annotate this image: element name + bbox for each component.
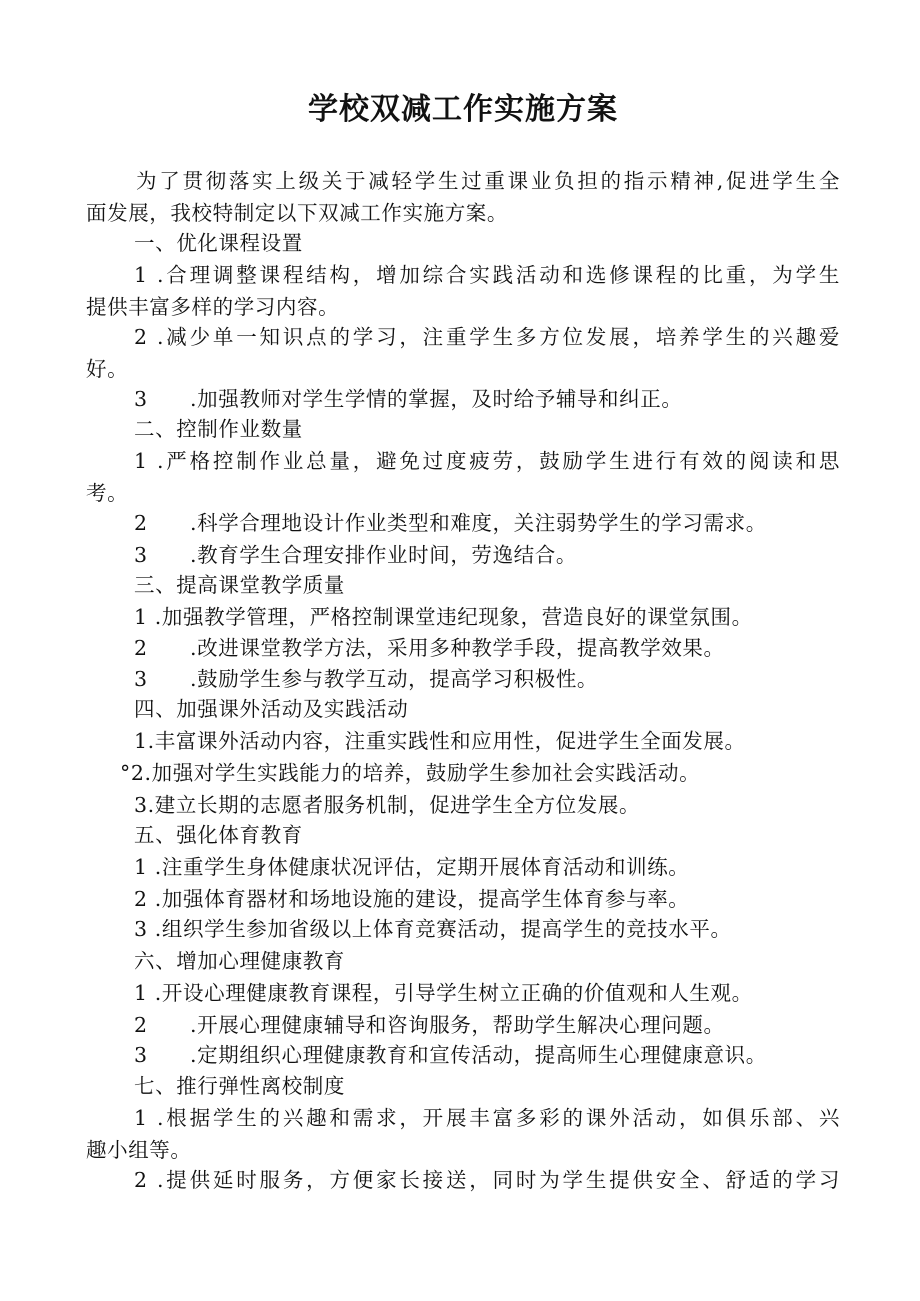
list-item (134, 384, 682, 414)
item-number: 1 (134, 981, 148, 1005)
list-item (134, 978, 753, 1008)
list-item (134, 633, 725, 663)
list-item (134, 602, 753, 632)
item-number: 1 (134, 605, 148, 629)
item-text: 建立长期的志愿者服务机制，促进学生全方位发展。 (154, 793, 641, 817)
item-number: 1 (134, 449, 148, 473)
item-number: 3. (134, 793, 155, 817)
item-number: 3 (134, 667, 148, 691)
list-item (134, 1103, 840, 1133)
item-text: .注重学生身体健康状况评估，定期开展体育活动和训练。 (154, 855, 690, 879)
item-number: 3 (134, 387, 148, 411)
list-item (134, 322, 840, 352)
item-text: .加强教学管理，严格控制课堂违纪现象，营造良好的课堂氛围。 (154, 605, 753, 629)
item-text: .严格控制作业总量，避免过度疲劳，鼓励学生进行有效的阅读和思 (156, 449, 840, 473)
item-text: .根据学生的兴趣和需求，开展丰富多彩的课外活动，如俱乐部、兴 (156, 1106, 840, 1130)
item-text: .组织学生参加省级以上体育竞赛活动，提高学生的竞技水平。 (154, 917, 732, 941)
list-item (134, 540, 577, 570)
section-heading: 五、强化体育教育 (134, 823, 303, 847)
document-title: 学校双减工作实施方案 (308, 92, 618, 127)
list-item (134, 260, 840, 290)
section-heading: 四、加强课外活动及实践活动 (134, 697, 409, 721)
item-number: 2 (134, 511, 148, 535)
item-text: .减少单一知识点的学习，注重学生多方位发展，培养学生的兴趣爱 (156, 325, 840, 349)
list-item (134, 446, 840, 476)
item-number: 3 (134, 1043, 148, 1067)
list-item (134, 508, 767, 538)
item-number: 3 (134, 543, 148, 567)
list-item (134, 1010, 725, 1040)
list-item (134, 790, 640, 820)
item-number: 3 (134, 917, 148, 941)
item-text: .开设心理健康教育课程，引导学生树立正确的价值观和人生观。 (154, 981, 753, 1005)
item-number: 2 (134, 636, 148, 660)
item-text: .开展心理健康辅导和咨询服务，帮助学生解决心理问题。 (190, 1013, 725, 1037)
list-item (120, 758, 700, 788)
section-heading: 二、控制作业数量 (134, 417, 303, 441)
item-text: .加强体育器材和场地设施的建设，提高学生体育参与率。 (154, 887, 690, 911)
item-text: .加强教师对学生学情的掌握，及时给予辅导和纠正。 (190, 387, 683, 411)
item-text-continuation: 好。 (86, 357, 129, 381)
item-text-continuation: 趣小组等。 (86, 1138, 192, 1162)
list-item (134, 1165, 840, 1195)
list-item (134, 1040, 767, 1070)
item-number: 1 (134, 1106, 148, 1130)
item-text: .改进课堂教学方法，采用多种教学手段，提高教学效果。 (190, 636, 725, 660)
intro-line-1: 为了贯彻落实上级关于减轻学生过重课业负担的指示精神,促进学生全 (136, 169, 840, 193)
item-text: 加强对学生实践能力的培养，鼓励学生参加社会实践活动。 (151, 761, 701, 785)
item-text: .提供延时服务，方便家长接送，同时为学生提供安全、舒适的学习 (156, 1168, 840, 1192)
list-item (134, 914, 732, 944)
item-text: .鼓励学生参与教学互动，提高学习积极性。 (190, 667, 599, 691)
item-text: .定期组织心理健康教育和宣传活动，提高师生心理健康意识。 (190, 1043, 767, 1067)
item-text: .教育学生合理安排作业时间，劳逸结合。 (190, 543, 577, 567)
list-item (134, 852, 689, 882)
item-number: 1 (134, 263, 148, 287)
list-item (134, 884, 689, 914)
item-text-continuation: 提供丰富多样的学习内容。 (86, 295, 340, 319)
section-heading: 六、增加心理健康教育 (134, 949, 345, 973)
list-item (134, 726, 746, 756)
item-number: 2 (134, 1013, 148, 1037)
item-text: .合理调整课程结构，增加综合实践活动和选修课程的比重，为学生 (156, 263, 840, 287)
list-item (134, 664, 598, 694)
section-heading: 七、推行弹性离校制度 (134, 1074, 345, 1098)
item-number: 2 (134, 1168, 148, 1192)
item-number: 2 (134, 325, 148, 349)
item-text: .科学合理地设计作业类型和难度，关注弱势学生的学习需求。 (190, 511, 767, 535)
item-number: °2. (120, 761, 152, 785)
item-number: 1 (134, 855, 148, 879)
item-text-continuation: 考。 (86, 481, 129, 505)
section-heading: 一、优化课程设置 (134, 231, 303, 255)
section-heading: 三、提高课堂教学质量 (134, 573, 345, 597)
intro-line-2: 面发展，我校特制定以下双减工作实施方案。 (86, 201, 508, 225)
item-number: 1. (134, 729, 155, 753)
item-number: 2 (134, 887, 148, 911)
item-text: 丰富课外活动内容，注重实践性和应用性，促进学生全面发展。 (154, 729, 746, 753)
